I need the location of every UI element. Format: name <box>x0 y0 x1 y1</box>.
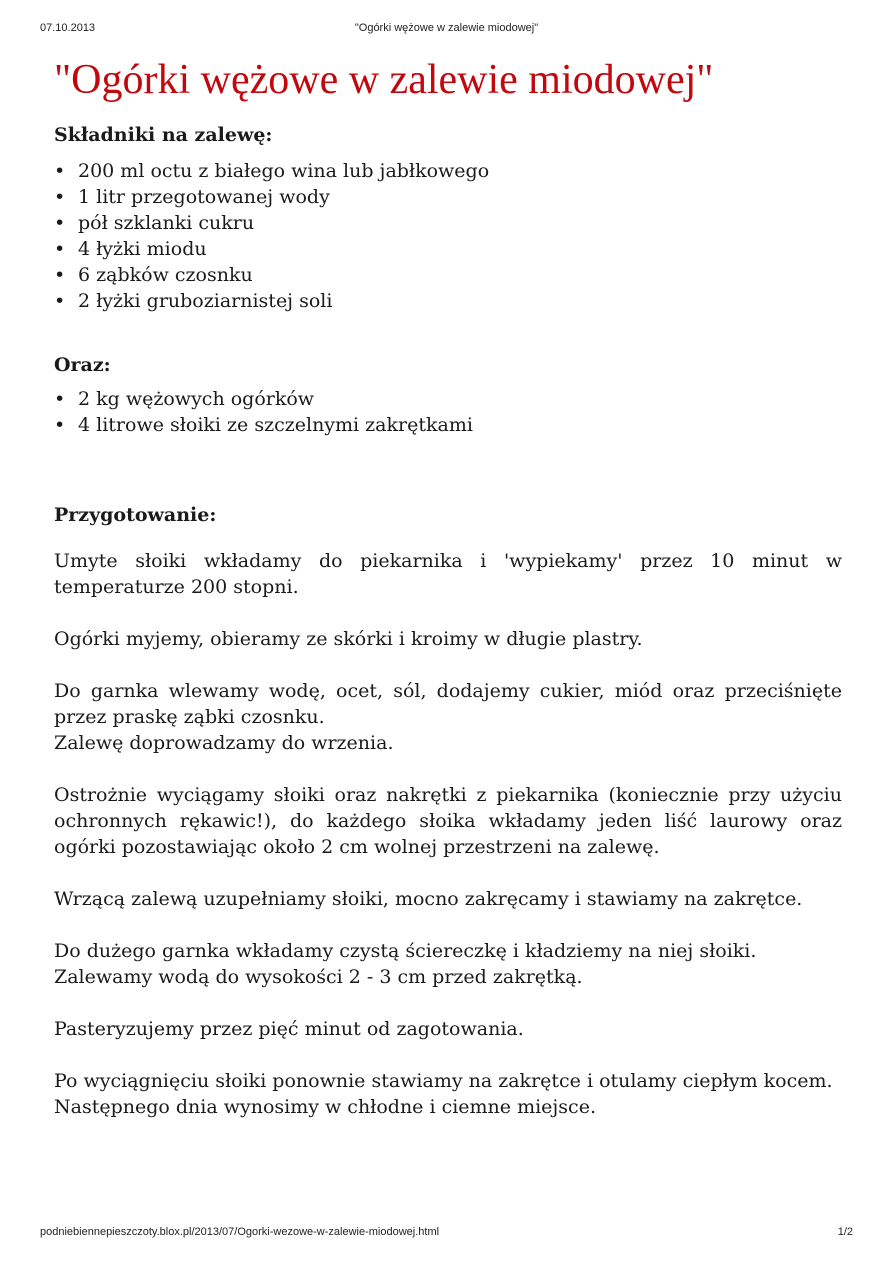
list-item: • 4 łyżki miodu <box>54 236 842 262</box>
page-title: "Ogórki wężowe w zalewie miodowej" <box>54 57 714 103</box>
print-footer <box>40 1226 853 1242</box>
step-paragraph <box>54 938 842 990</box>
print-date: 07.10.2013 <box>40 22 96 34</box>
step-paragraph <box>54 678 842 756</box>
list-item: • 200 ml octu z białego wina lub jabłkowego <box>54 158 842 184</box>
step-line: Po wyciągnięciu słoiki ponownie stawiamy na zakrętce i otulamy ciepłym kocem. <box>54 1070 833 1092</box>
also-heading: Oraz: <box>54 354 111 376</box>
also-list <box>54 386 842 438</box>
step-paragraph <box>54 548 842 600</box>
ingredients-heading: Składniki na zalewę: <box>54 124 273 146</box>
step-line: Zalewę doprowadzamy do wrzenia. <box>54 732 394 754</box>
step-line: Do garnka wlewamy wodę, ocet, sól, dodajemy cukier, miód oraz przeciśnięte przez praskę ząbki czosnku. <box>54 680 842 728</box>
step-line: Ogórki myjemy, obieramy ze skórki i kroimy w długie plastry. <box>54 628 643 650</box>
step-line: Zalewamy wodą do wysokości 2 - 3 cm przed zakrętką. <box>54 966 583 988</box>
step-paragraph <box>54 782 842 860</box>
page-url: podniebiennepieszczoty.blox.pl/2013/07/Ogorki-wezowe-w-zalewie-miodowej.html <box>40 1226 440 1238</box>
step-paragraph <box>54 1016 842 1042</box>
ingredients-list <box>54 158 842 314</box>
preparation-steps <box>54 548 842 1120</box>
list-item: • 2 kg wężowych ogórków <box>54 386 842 412</box>
step-paragraph <box>54 1068 842 1120</box>
step-line: Pasteryzujemy przez pięć minut od zagotowania. <box>54 1018 524 1040</box>
step-line: Wrzącą zalewą uzupełniamy słoiki, mocno zakręcamy i stawiamy na zakrętce. <box>54 888 803 910</box>
step-paragraph <box>54 626 842 652</box>
page-number: 1/2 <box>837 1226 853 1238</box>
article <box>54 52 842 1146</box>
preparation-heading: Przygotowanie: <box>54 504 217 526</box>
step-paragraph <box>54 886 842 912</box>
step-line: Następnego dnia wynosimy w chłodne i ciemne miejsce. <box>54 1096 596 1118</box>
print-doc-title: "Ogórki wężowe w zalewie miodowej" <box>354 22 539 34</box>
list-item: • 2 łyżki gruboziarnistej soli <box>54 288 842 314</box>
list-item: • 1 litr przegotowanej wody <box>54 184 842 210</box>
step-line: Ostrożnie wyciągamy słoiki oraz nakrętki z piekarnika (koniecznie przy użyciu ochronnych rękawic!), do każdego słoika wkładamy jeden liść laurowy oraz ogórki pozostawiając około 2 cm wolnej przestrzeni na zalewę. <box>54 784 842 858</box>
step-line: Umyte słoiki wkładamy do piekarnika i 'wypiekamy' przez 10 minut w temperaturze 200 stopni. <box>54 550 842 598</box>
list-item: • 4 litrowe słoiki ze szczelnymi zakrętkami <box>54 412 842 438</box>
print-header <box>40 22 853 38</box>
step-line: Do dużego garnka wkładamy czystą ściereczkę i kładziemy na niej słoiki. <box>54 940 757 962</box>
list-item: • 6 ząbków czosnku <box>54 262 842 288</box>
list-item: • pół szklanki cukru <box>54 210 842 236</box>
